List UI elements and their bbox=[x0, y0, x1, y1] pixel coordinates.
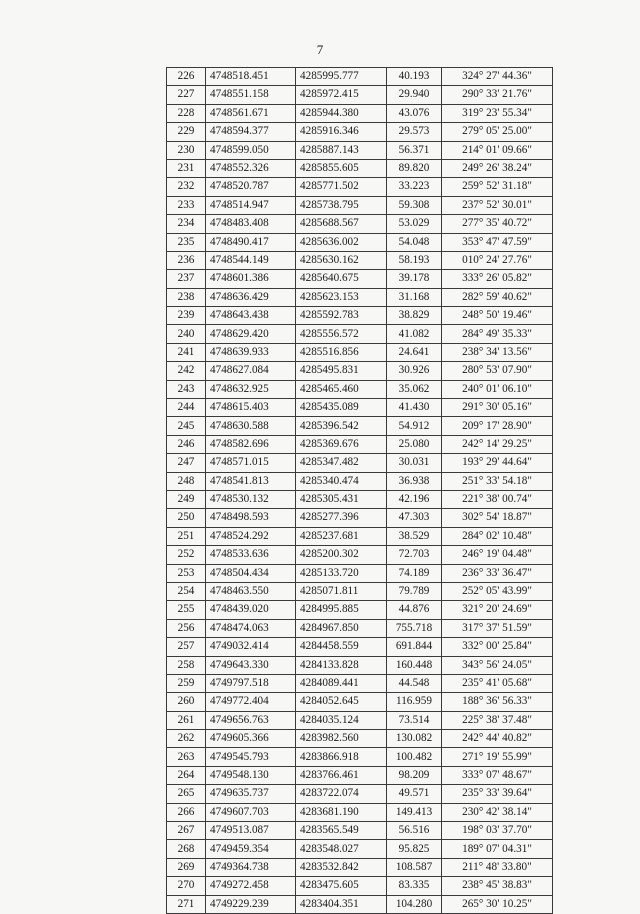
x-coordinate-cell: 4749656.763 bbox=[206, 711, 296, 729]
y-coordinate-cell: 4284995.885 bbox=[296, 601, 387, 619]
x-coordinate-cell: 4749772.404 bbox=[206, 693, 296, 711]
coordinates-table bbox=[166, 67, 553, 914]
point-number-cell: 266 bbox=[167, 803, 206, 821]
table-row bbox=[167, 766, 553, 784]
distance-cell: 160.448 bbox=[387, 656, 442, 674]
azimuth-cell: 317° 37' 51.59" bbox=[442, 619, 553, 637]
table-row bbox=[167, 638, 553, 656]
distance-cell: 89.820 bbox=[387, 159, 442, 177]
x-coordinate-cell: 4748498.593 bbox=[206, 509, 296, 527]
x-coordinate-cell: 4749364.738 bbox=[206, 858, 296, 876]
y-coordinate-cell: 4283681.190 bbox=[296, 803, 387, 821]
point-number-cell: 230 bbox=[167, 141, 206, 159]
point-number-cell: 227 bbox=[167, 86, 206, 104]
x-coordinate-cell: 4748524.292 bbox=[206, 527, 296, 545]
x-coordinate-cell: 4748520.787 bbox=[206, 178, 296, 196]
distance-cell: 100.482 bbox=[387, 748, 442, 766]
distance-cell: 44.548 bbox=[387, 674, 442, 692]
x-coordinate-cell: 4748582.696 bbox=[206, 435, 296, 453]
y-coordinate-cell: 4283982.560 bbox=[296, 730, 387, 748]
y-coordinate-cell: 4283548.027 bbox=[296, 840, 387, 858]
x-coordinate-cell: 4749548.130 bbox=[206, 766, 296, 784]
azimuth-cell: 236° 33' 36.47" bbox=[442, 564, 553, 582]
y-coordinate-cell: 4285995.777 bbox=[296, 68, 387, 86]
table-row bbox=[167, 527, 553, 545]
distance-cell: 29.573 bbox=[387, 123, 442, 141]
distance-cell: 30.031 bbox=[387, 454, 442, 472]
x-coordinate-cell: 4748629.420 bbox=[206, 325, 296, 343]
table-row bbox=[167, 141, 553, 159]
x-coordinate-cell: 4749605.366 bbox=[206, 730, 296, 748]
distance-cell: 72.703 bbox=[387, 546, 442, 564]
y-coordinate-cell: 4285944.380 bbox=[296, 104, 387, 122]
azimuth-cell: 321° 20' 24.69" bbox=[442, 601, 553, 619]
azimuth-cell: 333° 26' 05.82" bbox=[442, 270, 553, 288]
y-coordinate-cell: 4285200.302 bbox=[296, 546, 387, 564]
y-coordinate-cell: 4285435.089 bbox=[296, 399, 387, 417]
distance-cell: 38.829 bbox=[387, 307, 442, 325]
distance-cell: 36.938 bbox=[387, 472, 442, 490]
azimuth-cell: 209° 17' 28.90" bbox=[442, 417, 553, 435]
table-row bbox=[167, 711, 553, 729]
x-coordinate-cell: 4749797.518 bbox=[206, 674, 296, 692]
azimuth-cell: 284° 49' 35.33" bbox=[442, 325, 553, 343]
distance-cell: 83.335 bbox=[387, 877, 442, 895]
azimuth-cell: 291° 30' 05.16" bbox=[442, 399, 553, 417]
x-coordinate-cell: 4749513.087 bbox=[206, 822, 296, 840]
x-coordinate-cell: 4748561.671 bbox=[206, 104, 296, 122]
table-row bbox=[167, 288, 553, 306]
distance-cell: 98.209 bbox=[387, 766, 442, 784]
distance-cell: 33.223 bbox=[387, 178, 442, 196]
x-coordinate-cell: 4748594.377 bbox=[206, 123, 296, 141]
azimuth-cell: 225° 38' 37.48" bbox=[442, 711, 553, 729]
point-number-cell: 252 bbox=[167, 546, 206, 564]
table-row bbox=[167, 307, 553, 325]
y-coordinate-cell: 4285277.396 bbox=[296, 509, 387, 527]
y-coordinate-cell: 4285516.856 bbox=[296, 343, 387, 361]
point-number-cell: 251 bbox=[167, 527, 206, 545]
azimuth-cell: 332° 00' 25.84" bbox=[442, 638, 553, 656]
point-number-cell: 236 bbox=[167, 251, 206, 269]
y-coordinate-cell: 4284458.559 bbox=[296, 638, 387, 656]
table-row bbox=[167, 858, 553, 876]
distance-cell: 56.371 bbox=[387, 141, 442, 159]
table-row bbox=[167, 123, 553, 141]
distance-cell: 104.280 bbox=[387, 895, 442, 913]
azimuth-cell: 353° 47' 47.59" bbox=[442, 233, 553, 251]
x-coordinate-cell: 4748439.020 bbox=[206, 601, 296, 619]
x-coordinate-cell: 4748483.408 bbox=[206, 215, 296, 233]
table-row bbox=[167, 362, 553, 380]
table-row bbox=[167, 325, 553, 343]
table-row bbox=[167, 601, 553, 619]
table-row bbox=[167, 454, 553, 472]
azimuth-cell: 302° 54' 18.87" bbox=[442, 509, 553, 527]
distance-cell: 74.189 bbox=[387, 564, 442, 582]
distance-cell: 130.082 bbox=[387, 730, 442, 748]
distance-cell: 25.080 bbox=[387, 435, 442, 453]
y-coordinate-cell: 4285305.431 bbox=[296, 490, 387, 508]
y-coordinate-cell: 4285396.542 bbox=[296, 417, 387, 435]
table-row bbox=[167, 86, 553, 104]
x-coordinate-cell: 4748533.636 bbox=[206, 546, 296, 564]
table-row bbox=[167, 490, 553, 508]
azimuth-cell: 265° 30' 10.25" bbox=[442, 895, 553, 913]
x-coordinate-cell: 4749635.737 bbox=[206, 785, 296, 803]
point-number-cell: 235 bbox=[167, 233, 206, 251]
table-row bbox=[167, 509, 553, 527]
point-number-cell: 249 bbox=[167, 490, 206, 508]
table-row bbox=[167, 803, 553, 821]
point-number-cell: 263 bbox=[167, 748, 206, 766]
point-number-cell: 271 bbox=[167, 895, 206, 913]
distance-cell: 73.514 bbox=[387, 711, 442, 729]
point-number-cell: 246 bbox=[167, 435, 206, 453]
y-coordinate-cell: 4283722.074 bbox=[296, 785, 387, 803]
azimuth-cell: 271° 19' 55.99" bbox=[442, 748, 553, 766]
y-coordinate-cell: 4285630.162 bbox=[296, 251, 387, 269]
azimuth-cell: 235° 33' 39.64" bbox=[442, 785, 553, 803]
x-coordinate-cell: 4748490.417 bbox=[206, 233, 296, 251]
point-number-cell: 261 bbox=[167, 711, 206, 729]
table-row bbox=[167, 380, 553, 398]
azimuth-cell: 010° 24' 27.76" bbox=[442, 251, 553, 269]
x-coordinate-cell: 4748514.947 bbox=[206, 196, 296, 214]
coordinates-table-body bbox=[167, 68, 553, 914]
x-coordinate-cell: 4749229.239 bbox=[206, 895, 296, 913]
azimuth-cell: 324° 27' 44.36" bbox=[442, 68, 553, 86]
table-row bbox=[167, 693, 553, 711]
x-coordinate-cell: 4748632.925 bbox=[206, 380, 296, 398]
distance-cell: 31.168 bbox=[387, 288, 442, 306]
x-coordinate-cell: 4748541.813 bbox=[206, 472, 296, 490]
azimuth-cell: 290° 33' 21.76" bbox=[442, 86, 553, 104]
y-coordinate-cell: 4284967.850 bbox=[296, 619, 387, 637]
y-coordinate-cell: 4285495.831 bbox=[296, 362, 387, 380]
distance-cell: 41.430 bbox=[387, 399, 442, 417]
azimuth-cell: 333° 07' 48.67" bbox=[442, 766, 553, 784]
point-number-cell: 255 bbox=[167, 601, 206, 619]
point-number-cell: 259 bbox=[167, 674, 206, 692]
point-number-cell: 248 bbox=[167, 472, 206, 490]
azimuth-cell: 240° 01' 06.10" bbox=[442, 380, 553, 398]
table-row bbox=[167, 674, 553, 692]
x-coordinate-cell: 4748627.084 bbox=[206, 362, 296, 380]
y-coordinate-cell: 4283532.842 bbox=[296, 858, 387, 876]
point-number-cell: 226 bbox=[167, 68, 206, 86]
table-row bbox=[167, 895, 553, 913]
distance-cell: 24.641 bbox=[387, 343, 442, 361]
azimuth-cell: 189° 07' 04.31" bbox=[442, 840, 553, 858]
distance-cell: 49.571 bbox=[387, 785, 442, 803]
azimuth-cell: 319° 23' 55.34" bbox=[442, 104, 553, 122]
y-coordinate-cell: 4285071.811 bbox=[296, 582, 387, 600]
point-number-cell: 238 bbox=[167, 288, 206, 306]
y-coordinate-cell: 4283565.549 bbox=[296, 822, 387, 840]
table-row bbox=[167, 730, 553, 748]
point-number-cell: 264 bbox=[167, 766, 206, 784]
y-coordinate-cell: 4284089.441 bbox=[296, 674, 387, 692]
table-row bbox=[167, 343, 553, 361]
y-coordinate-cell: 4284052.645 bbox=[296, 693, 387, 711]
point-number-cell: 257 bbox=[167, 638, 206, 656]
azimuth-cell: 249° 26' 38.24" bbox=[442, 159, 553, 177]
azimuth-cell: 235° 41' 05.68" bbox=[442, 674, 553, 692]
table-row bbox=[167, 68, 553, 86]
x-coordinate-cell: 4748463.550 bbox=[206, 582, 296, 600]
point-number-cell: 270 bbox=[167, 877, 206, 895]
azimuth-cell: 238° 34' 13.56" bbox=[442, 343, 553, 361]
y-coordinate-cell: 4284035.124 bbox=[296, 711, 387, 729]
table-row bbox=[167, 399, 553, 417]
distance-cell: 691.844 bbox=[387, 638, 442, 656]
point-number-cell: 229 bbox=[167, 123, 206, 141]
distance-cell: 40.193 bbox=[387, 68, 442, 86]
distance-cell: 29.940 bbox=[387, 86, 442, 104]
point-number-cell: 262 bbox=[167, 730, 206, 748]
y-coordinate-cell: 4285738.795 bbox=[296, 196, 387, 214]
table-row bbox=[167, 546, 553, 564]
x-coordinate-cell: 4749545.793 bbox=[206, 748, 296, 766]
azimuth-cell: 248° 50' 19.46" bbox=[442, 307, 553, 325]
table-row bbox=[167, 619, 553, 637]
table-row bbox=[167, 822, 553, 840]
x-coordinate-cell: 4748636.429 bbox=[206, 288, 296, 306]
point-number-cell: 244 bbox=[167, 399, 206, 417]
distance-cell: 39.178 bbox=[387, 270, 442, 288]
x-coordinate-cell: 4749272.458 bbox=[206, 877, 296, 895]
point-number-cell: 250 bbox=[167, 509, 206, 527]
table-row bbox=[167, 840, 553, 858]
distance-cell: 149.413 bbox=[387, 803, 442, 821]
point-number-cell: 233 bbox=[167, 196, 206, 214]
distance-cell: 755.718 bbox=[387, 619, 442, 637]
point-number-cell: 268 bbox=[167, 840, 206, 858]
x-coordinate-cell: 4749459.354 bbox=[206, 840, 296, 858]
y-coordinate-cell: 4285623.153 bbox=[296, 288, 387, 306]
point-number-cell: 243 bbox=[167, 380, 206, 398]
x-coordinate-cell: 4748530.132 bbox=[206, 490, 296, 508]
y-coordinate-cell: 4283475.605 bbox=[296, 877, 387, 895]
point-number-cell: 253 bbox=[167, 564, 206, 582]
azimuth-cell: 237° 52' 30.01" bbox=[442, 196, 553, 214]
table-row bbox=[167, 435, 553, 453]
azimuth-cell: 238° 45' 38.83" bbox=[442, 877, 553, 895]
y-coordinate-cell: 4285340.474 bbox=[296, 472, 387, 490]
point-number-cell: 269 bbox=[167, 858, 206, 876]
table-row bbox=[167, 233, 553, 251]
table-row bbox=[167, 582, 553, 600]
distance-cell: 41.082 bbox=[387, 325, 442, 343]
point-number-cell: 232 bbox=[167, 178, 206, 196]
table-row bbox=[167, 215, 553, 233]
y-coordinate-cell: 4285237.681 bbox=[296, 527, 387, 545]
y-coordinate-cell: 4285347.482 bbox=[296, 454, 387, 472]
azimuth-cell: 230° 42' 38.14" bbox=[442, 803, 553, 821]
x-coordinate-cell: 4749643.330 bbox=[206, 656, 296, 674]
x-coordinate-cell: 4748504.434 bbox=[206, 564, 296, 582]
table-row bbox=[167, 748, 553, 766]
azimuth-cell: 252° 05' 43.99" bbox=[442, 582, 553, 600]
y-coordinate-cell: 4283866.918 bbox=[296, 748, 387, 766]
y-coordinate-cell: 4285916.346 bbox=[296, 123, 387, 141]
y-coordinate-cell: 4283766.461 bbox=[296, 766, 387, 784]
table-row bbox=[167, 178, 553, 196]
point-number-cell: 242 bbox=[167, 362, 206, 380]
x-coordinate-cell: 4748544.149 bbox=[206, 251, 296, 269]
page-number: 7 bbox=[316, 42, 324, 57]
point-number-cell: 254 bbox=[167, 582, 206, 600]
azimuth-cell: 246° 19' 04.48" bbox=[442, 546, 553, 564]
azimuth-cell: 251° 33' 54.18" bbox=[442, 472, 553, 490]
y-coordinate-cell: 4285465.460 bbox=[296, 380, 387, 398]
table-row bbox=[167, 159, 553, 177]
azimuth-cell: 279° 05' 25.00" bbox=[442, 123, 553, 141]
x-coordinate-cell: 4748518.451 bbox=[206, 68, 296, 86]
azimuth-cell: 242° 14' 29.25" bbox=[442, 435, 553, 453]
y-coordinate-cell: 4285556.572 bbox=[296, 325, 387, 343]
point-number-cell: 234 bbox=[167, 215, 206, 233]
point-number-cell: 231 bbox=[167, 159, 206, 177]
y-coordinate-cell: 4284133.828 bbox=[296, 656, 387, 674]
azimuth-cell: 284° 02' 10.48" bbox=[442, 527, 553, 545]
y-coordinate-cell: 4285592.783 bbox=[296, 307, 387, 325]
x-coordinate-cell: 4748601.386 bbox=[206, 270, 296, 288]
azimuth-cell: 282° 59' 40.62" bbox=[442, 288, 553, 306]
point-number-cell: 256 bbox=[167, 619, 206, 637]
table-row bbox=[167, 417, 553, 435]
y-coordinate-cell: 4285972.415 bbox=[296, 86, 387, 104]
distance-cell: 95.825 bbox=[387, 840, 442, 858]
table-row bbox=[167, 251, 553, 269]
point-number-cell: 228 bbox=[167, 104, 206, 122]
y-coordinate-cell: 4285771.502 bbox=[296, 178, 387, 196]
distance-cell: 42.196 bbox=[387, 490, 442, 508]
table-row bbox=[167, 270, 553, 288]
table-row bbox=[167, 656, 553, 674]
table-row bbox=[167, 564, 553, 582]
y-coordinate-cell: 4285636.002 bbox=[296, 233, 387, 251]
azimuth-cell: 188° 36' 56.33" bbox=[442, 693, 553, 711]
x-coordinate-cell: 4749607.703 bbox=[206, 803, 296, 821]
distance-cell: 108.587 bbox=[387, 858, 442, 876]
y-coordinate-cell: 4285855.605 bbox=[296, 159, 387, 177]
point-number-cell: 240 bbox=[167, 325, 206, 343]
x-coordinate-cell: 4748474.063 bbox=[206, 619, 296, 637]
distance-cell: 58.193 bbox=[387, 251, 442, 269]
table-row bbox=[167, 196, 553, 214]
azimuth-cell: 198° 03' 37.70" bbox=[442, 822, 553, 840]
x-coordinate-cell: 4748571.015 bbox=[206, 454, 296, 472]
y-coordinate-cell: 4285688.567 bbox=[296, 215, 387, 233]
azimuth-cell: 211° 48' 33.80" bbox=[442, 858, 553, 876]
distance-cell: 54.912 bbox=[387, 417, 442, 435]
point-number-cell: 265 bbox=[167, 785, 206, 803]
point-number-cell: 241 bbox=[167, 343, 206, 361]
point-number-cell: 239 bbox=[167, 307, 206, 325]
y-coordinate-cell: 4285369.676 bbox=[296, 435, 387, 453]
distance-cell: 59.308 bbox=[387, 196, 442, 214]
table-row bbox=[167, 104, 553, 122]
azimuth-cell: 193° 29' 44.64" bbox=[442, 454, 553, 472]
distance-cell: 30.926 bbox=[387, 362, 442, 380]
table-row bbox=[167, 877, 553, 895]
azimuth-cell: 214° 01' 09.66" bbox=[442, 141, 553, 159]
distance-cell: 43.076 bbox=[387, 104, 442, 122]
y-coordinate-cell: 4285887.143 bbox=[296, 141, 387, 159]
x-coordinate-cell: 4748630.588 bbox=[206, 417, 296, 435]
distance-cell: 44.876 bbox=[387, 601, 442, 619]
azimuth-cell: 242° 44' 40.82" bbox=[442, 730, 553, 748]
azimuth-cell: 280° 53' 07.90" bbox=[442, 362, 553, 380]
x-coordinate-cell: 4748643.438 bbox=[206, 307, 296, 325]
x-coordinate-cell: 4749032.414 bbox=[206, 638, 296, 656]
azimuth-cell: 277° 35' 40.72" bbox=[442, 215, 553, 233]
y-coordinate-cell: 4285133.720 bbox=[296, 564, 387, 582]
azimuth-cell: 221° 38' 00.74" bbox=[442, 490, 553, 508]
point-number-cell: 260 bbox=[167, 693, 206, 711]
distance-cell: 116.959 bbox=[387, 693, 442, 711]
distance-cell: 47.303 bbox=[387, 509, 442, 527]
distance-cell: 54.048 bbox=[387, 233, 442, 251]
distance-cell: 38.529 bbox=[387, 527, 442, 545]
x-coordinate-cell: 4748639.933 bbox=[206, 343, 296, 361]
distance-cell: 53.029 bbox=[387, 215, 442, 233]
y-coordinate-cell: 4285640.675 bbox=[296, 270, 387, 288]
distance-cell: 79.789 bbox=[387, 582, 442, 600]
point-number-cell: 258 bbox=[167, 656, 206, 674]
point-number-cell: 245 bbox=[167, 417, 206, 435]
table-row bbox=[167, 785, 553, 803]
point-number-cell: 267 bbox=[167, 822, 206, 840]
x-coordinate-cell: 4748599.050 bbox=[206, 141, 296, 159]
y-coordinate-cell: 4283404.351 bbox=[296, 895, 387, 913]
point-number-cell: 247 bbox=[167, 454, 206, 472]
azimuth-cell: 259° 52' 31.18" bbox=[442, 178, 553, 196]
table-row bbox=[167, 472, 553, 490]
x-coordinate-cell: 4748552.326 bbox=[206, 159, 296, 177]
x-coordinate-cell: 4748615.403 bbox=[206, 399, 296, 417]
azimuth-cell: 343° 56' 24.05" bbox=[442, 656, 553, 674]
x-coordinate-cell: 4748551.158 bbox=[206, 86, 296, 104]
distance-cell: 35.062 bbox=[387, 380, 442, 398]
point-number-cell: 237 bbox=[167, 270, 206, 288]
distance-cell: 56.516 bbox=[387, 822, 442, 840]
